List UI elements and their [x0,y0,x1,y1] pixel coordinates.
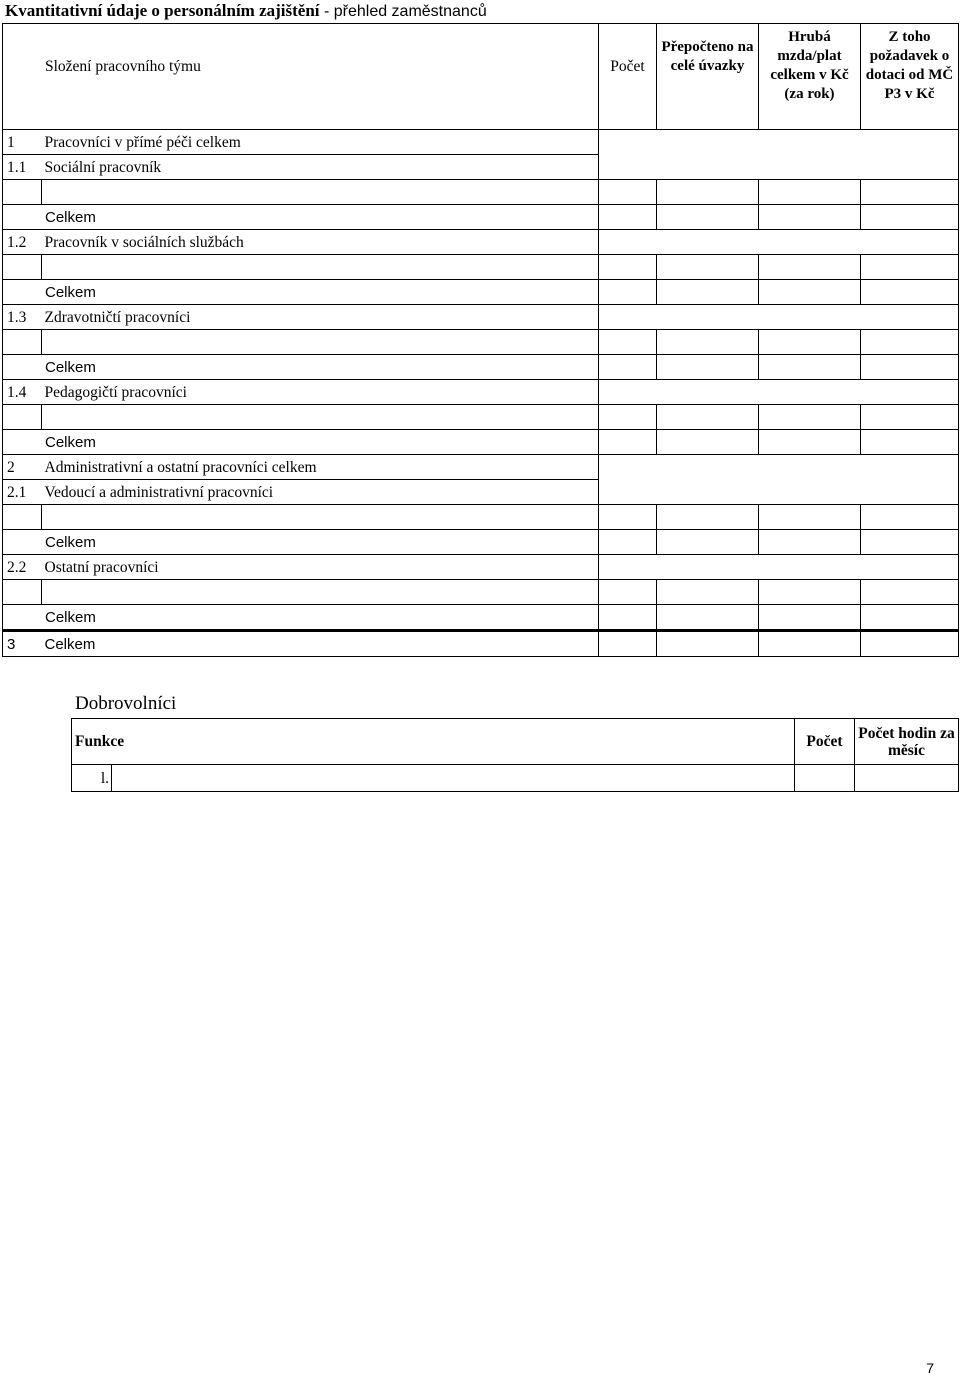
volunteers-title: Dobrovolníci [75,693,177,714]
empty-cell [3,255,42,280]
empty-cell [599,631,657,657]
header-function: Funkce [72,719,795,765]
empty-cell [599,330,657,355]
empty-cell [657,530,759,555]
row-number: 1.1 [3,155,42,180]
page-title-rest: - přehled zaměstnanců [319,3,487,20]
header-salary [759,24,861,130]
empty-cell [861,355,959,380]
subtotal-label: Celkem [3,530,599,555]
empty-cell [861,605,959,631]
table-row [3,555,959,580]
empty-cell [861,280,959,305]
subtotal-label: Celkem [3,280,599,305]
empty-cell [861,405,959,430]
empty-cell [112,765,795,792]
empty-cell [759,430,861,455]
empty-cell [599,480,959,505]
empty-cell [599,355,657,380]
empty-cell [599,180,657,205]
empty-cell [42,580,599,605]
empty-cell [759,205,861,230]
empty-cell [861,205,959,230]
table-row [3,130,959,155]
empty-cell [599,230,959,255]
row-number: 2.2 [3,555,42,580]
empty-cell [599,580,657,605]
empty-cell [42,330,599,355]
table-row-subtotal [3,355,959,380]
row-label: Pracovník v sociálních službách [42,230,599,255]
empty-cell [657,280,759,305]
table-row-grand-total [3,631,959,657]
subtotal-label: Celkem [3,605,599,631]
row-number: 1 [3,130,42,155]
table-row-subtotal [3,280,959,305]
empty-cell [861,505,959,530]
table-row-blank [3,180,959,205]
empty-cell [861,530,959,555]
empty-cell [3,580,42,605]
subtotal-label: Celkem [3,205,599,230]
empty-cell [599,430,657,455]
empty-cell [759,255,861,280]
empty-cell [599,255,657,280]
row-number: l. [72,765,112,792]
header-team: Složení pracovního týmu [3,24,599,130]
subtotal-label: Celkem [3,355,599,380]
empty-cell [657,205,759,230]
empty-cell [599,380,959,405]
empty-cell [3,330,42,355]
table-row [3,230,959,255]
header-count: Počet [599,24,657,130]
empty-cell [42,405,599,430]
page-title-bold: Kvantitativní údaje o personálním zajištění [5,1,320,20]
empty-cell [599,205,657,230]
row-number: 1.2 [3,230,42,255]
empty-cell [657,580,759,605]
empty-cell [599,305,959,330]
empty-cell [861,255,959,280]
empty-cell [861,631,959,657]
volunteers-header [72,719,959,765]
table-row [3,155,959,180]
row-label: Sociální pracovník [42,155,599,180]
table-row-blank [3,330,959,355]
empty-cell [657,255,759,280]
empty-cell [599,505,657,530]
empty-cell [657,405,759,430]
empty-cell [855,765,959,792]
empty-cell [861,330,959,355]
page-number: 7 [926,1360,934,1376]
empty-cell [42,180,599,205]
table-row [3,455,959,480]
empty-cell [42,505,599,530]
empty-cell [599,155,959,180]
empty-cell [657,355,759,380]
empty-cell [657,430,759,455]
empty-cell [599,455,959,480]
table-row-blank [3,405,959,430]
row-label: Vedoucí a administrativní pracovníci [42,480,599,505]
row-number: 2 [3,455,42,480]
table-row-blank [3,505,959,530]
empty-cell [599,130,959,155]
empty-cell [657,330,759,355]
empty-cell [599,555,959,580]
table-row-subtotal [3,430,959,455]
table-row-blank [3,580,959,605]
row-number: 3 [3,631,42,657]
empty-cell [759,505,861,530]
empty-cell [42,255,599,280]
row-number: 1.3 [3,305,42,330]
row-number: 1.4 [3,380,42,405]
row-number: 2.1 [3,480,42,505]
empty-cell [3,405,42,430]
empty-cell [759,280,861,305]
page-title [5,0,487,22]
empty-cell [599,605,657,631]
table-row [3,305,959,330]
empty-cell [657,605,759,631]
row-label: Ostatní pracovníci [42,555,599,580]
subtotal-label: Celkem [3,430,599,455]
header-hours: Počet hodin za měsíc [855,719,959,765]
table-row-subtotal [3,530,959,555]
empty-cell [861,180,959,205]
empty-cell [657,505,759,530]
table-row-blank [3,255,959,280]
empty-cell [759,580,861,605]
empty-cell [759,631,861,657]
table-row [72,765,959,792]
row-label: Zdravotničtí pracovníci [42,305,599,330]
row-label: Pedagogičtí pracovníci [42,380,599,405]
table-row-subtotal [3,605,959,631]
empty-cell [861,430,959,455]
empty-cell [795,765,855,792]
empty-cell [657,180,759,205]
empty-cell [759,530,861,555]
staff-table [2,23,959,657]
empty-cell [759,330,861,355]
table-row-subtotal [3,205,959,230]
header-count: Počet [795,719,855,765]
empty-cell [599,530,657,555]
empty-cell [861,580,959,605]
row-label: Pracovníci v přímé péči celkem [42,130,599,155]
staff-table-header [3,24,959,130]
empty-cell [3,505,42,530]
volunteers-table [71,718,959,792]
empty-cell [599,405,657,430]
row-label: Administrativní a ostatní pracovníci celkem [42,455,599,480]
empty-cell [759,355,861,380]
empty-cell [599,280,657,305]
table-row [3,480,959,505]
table-row [3,380,959,405]
empty-cell [3,180,42,205]
empty-cell [759,405,861,430]
empty-cell [759,180,861,205]
empty-cell [759,605,861,631]
header-salary-text: Hrubá mzda/plat celkem v Kč (za rok) [770,29,849,102]
header-fte: Přepočteno na celé úvazky [657,24,759,130]
header-subsidy: Z toho požadavek o dotaci od MČ P3 v Kč [861,24,959,130]
row-label: Celkem [42,631,599,657]
empty-cell [657,631,759,657]
